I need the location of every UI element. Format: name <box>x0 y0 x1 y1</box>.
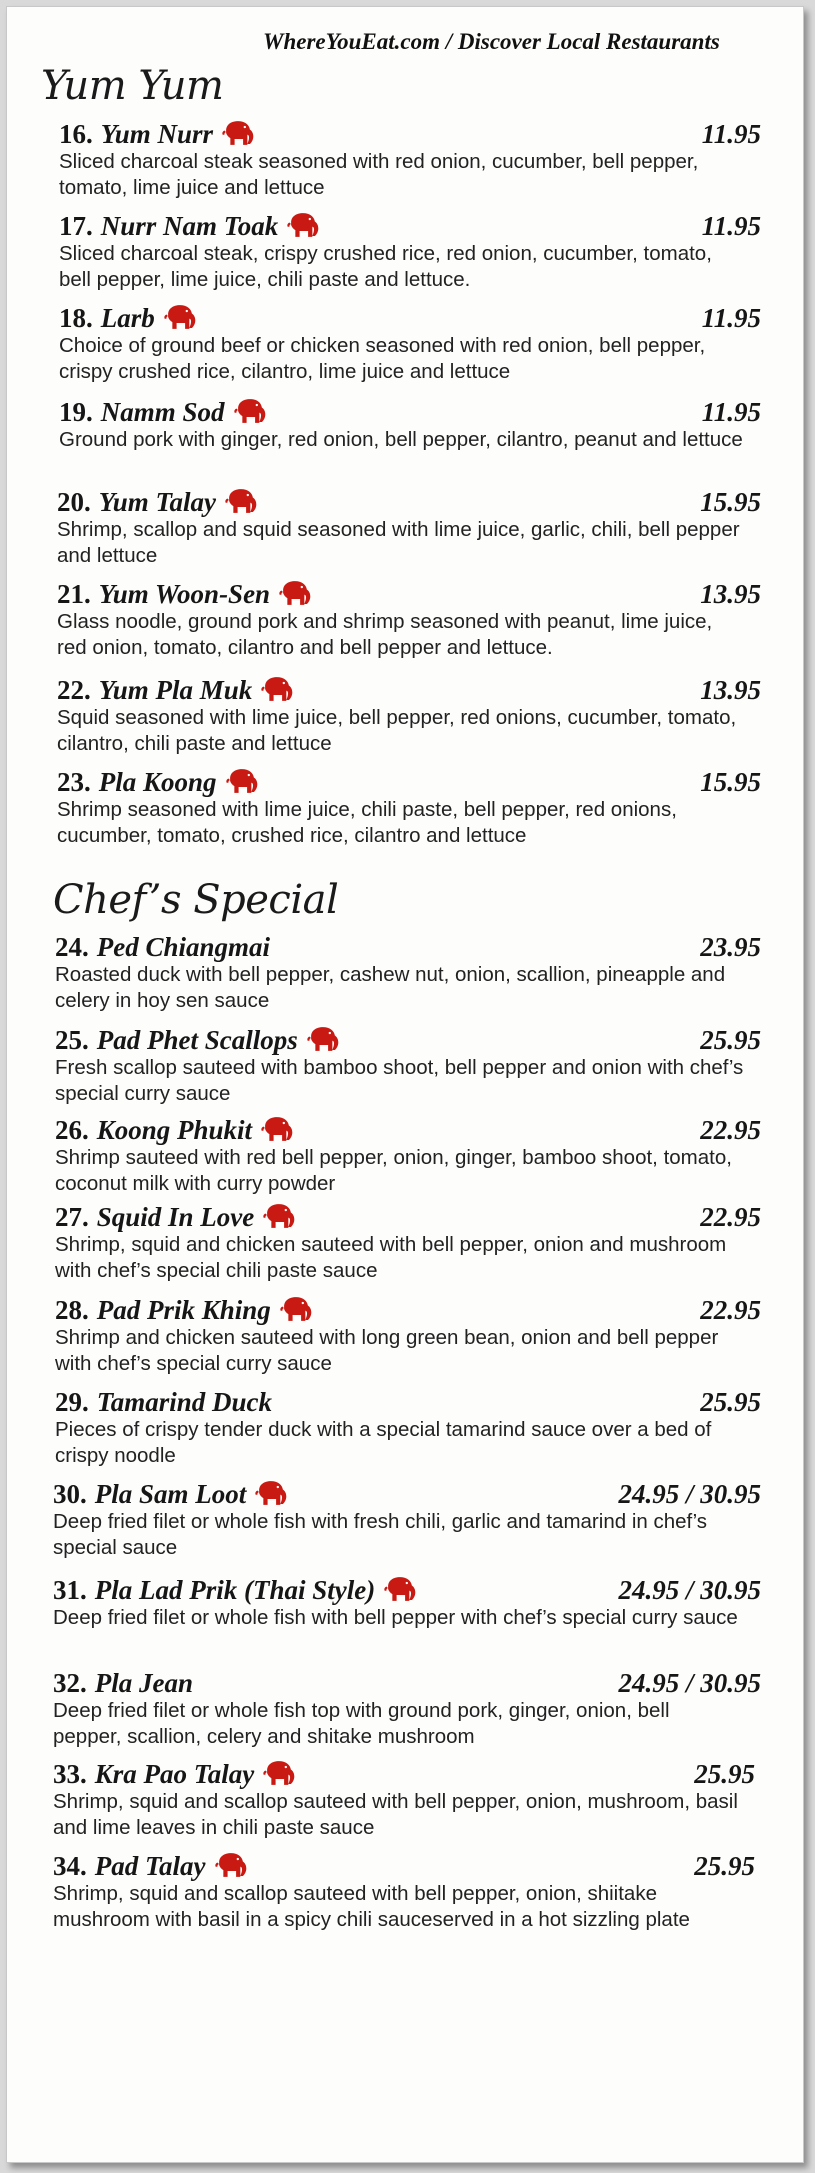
menu-item-title <box>55 1025 340 1056</box>
menu-item-number: 19. <box>59 397 93 427</box>
menu-item-name: Pad Prik Khing <box>96 1295 271 1325</box>
menu-item-header <box>55 1115 803 1149</box>
menu-item-number: 32. <box>53 1668 87 1698</box>
menu-item-name: Tamarind Duck <box>96 1387 273 1417</box>
menu-item-description: Shrimp sauteed with red bell pepper, onion, ginger, bamboo shoot, tomato, coconut milk with curry powder <box>55 1146 732 1195</box>
menu-item-header <box>53 1851 803 1885</box>
menu-item <box>59 119 803 199</box>
menu-item-price: 22.95 <box>700 1202 761 1232</box>
menu-item-number: 18. <box>59 303 93 333</box>
menu-item-description: Shrimp, squid and scallop sauteed with bell pepper, onion, shiitake mushroom with basil in a spicy chili sauceserved in a hot sizzling plate <box>53 1882 690 1931</box>
menu-item <box>59 303 803 383</box>
menu-item <box>53 1575 803 1629</box>
menu-item-header <box>57 675 803 709</box>
menu-item-name: Yum Talay <box>98 487 217 517</box>
menu-item-header <box>55 1202 803 1236</box>
menu-item <box>57 579 803 659</box>
menu-item <box>55 1115 803 1195</box>
elephant-icon <box>286 210 320 240</box>
menu-item-price: 22.95 <box>700 1295 761 1325</box>
menu-item-title <box>53 1759 296 1790</box>
menu-item-description: Choice of ground beef or chicken seasoned with red onion, bell pepper, crispy crushed rice, cilantro, lime juice and lettuce <box>59 334 706 383</box>
menu-item-title <box>59 211 320 242</box>
menu-item-title <box>59 303 197 334</box>
menu-item-title <box>57 767 259 798</box>
menu-item-title <box>59 397 267 428</box>
menu-item-title <box>53 1668 193 1699</box>
menu-item <box>59 397 803 451</box>
menu-item-number: 27. <box>55 1202 89 1232</box>
menu-item-title <box>57 579 312 610</box>
menu-item-number: 16. <box>59 119 93 149</box>
menu-item-number: 22. <box>57 675 91 705</box>
elephant-icon <box>383 1574 417 1604</box>
menu-item <box>53 1479 803 1559</box>
menu-item-header <box>53 1759 803 1793</box>
menu-item-price: 15.95 <box>700 487 761 517</box>
elephant-icon <box>221 118 255 148</box>
menu-item-name: Larb <box>100 303 155 333</box>
menu-item-title <box>57 487 258 518</box>
menu-item-price: 13.95 <box>700 579 761 609</box>
menu-item-title <box>53 1575 417 1606</box>
menu-item-description: Deep fried filet or whole fish with fresh chili, garlic and tamarind in chef’s special sauce <box>53 1510 708 1559</box>
menu-item-header <box>53 1668 803 1702</box>
menu-item-number: 25. <box>55 1025 89 1055</box>
menu-item-description: Shrimp seasoned with lime juice, chili paste, bell pepper, red onions, cucumber, tomato, crushed rice, cilantro and lettuce <box>57 798 677 847</box>
elephant-icon <box>279 1294 313 1324</box>
menu-item-number: 29. <box>55 1387 89 1417</box>
menu-item-name: Pla Koong <box>98 767 217 797</box>
menu-item-header <box>53 1479 803 1513</box>
menu-item-price: 13.95 <box>700 675 761 705</box>
menu-item-description: Sliced charcoal steak, crispy crushed rice, red onion, cucumber, tomato, bell pepper, lime juice, chili paste and lettuce. <box>59 242 712 291</box>
elephant-icon <box>306 1024 340 1054</box>
menu-item-title <box>53 1851 248 1882</box>
menu-item-number: 28. <box>55 1295 89 1325</box>
menu-item-header <box>55 1025 803 1059</box>
elephant-icon <box>225 766 259 796</box>
menu-item-header <box>59 397 803 431</box>
elephant-icon <box>214 1850 248 1880</box>
elephant-icon <box>262 1201 296 1231</box>
menu-item-description: Deep fried filet or whole fish with bell pepper with chef’s special curry sauce <box>53 1606 738 1629</box>
elephant-icon <box>262 1758 296 1788</box>
menu-item-description: Glass noodle, ground pork and shrimp seasoned with peanut, lime juice, red onion, tomato, cilantro and bell pepper and lettuce. <box>57 610 713 659</box>
menu-item-title <box>57 675 294 706</box>
menu-page <box>6 6 804 2163</box>
menu-item-number: 26. <box>55 1115 89 1145</box>
menu-item-title <box>55 1115 294 1146</box>
menu-item-name: Yum Pla Muk <box>98 675 253 705</box>
menu-item <box>55 932 803 1012</box>
menu-item-header <box>55 932 803 966</box>
menu-item-number: 30. <box>53 1479 87 1509</box>
menu-item-name: Kra Pao Talay <box>94 1759 255 1789</box>
menu-item-price: 25.95 <box>700 1025 761 1055</box>
menu-item-header <box>57 579 803 613</box>
menu-item <box>57 487 803 567</box>
section-title-chefs-special: Chef’s Special <box>53 877 339 923</box>
menu-item <box>57 767 803 847</box>
menu-item-description: Deep fried filet or whole fish top with ground pork, ginger, onion, bell pepper, scallion, celery and shitake mushroom <box>53 1699 670 1748</box>
menu-item-price: 25.95 <box>694 1759 755 1789</box>
section-title-yum-yum: Yum Yum <box>41 63 224 109</box>
elephant-icon <box>254 1478 288 1508</box>
menu-item <box>53 1668 803 1748</box>
menu-item-header <box>59 211 803 245</box>
menu-item-description: Shrimp and chicken sauteed with long green bean, onion and bell pepper with chef’s special curry sauce <box>55 1326 719 1375</box>
menu-item-description: Squid seasoned with lime juice, bell pepper, red onions, cucumber, tomato, cilantro, chili paste and lettuce <box>57 706 737 755</box>
menu-item-price: 25.95 <box>700 1387 761 1417</box>
menu-item-price: 24.95 / 30.95 <box>618 1479 761 1509</box>
menu-item-name: Namm Sod <box>100 397 225 427</box>
menu-item-name: Ped Chiangmai <box>96 932 271 962</box>
menu-item-description: Shrimp, scallop and squid seasoned with lime juice, garlic, chili, bell pepper and lettuce <box>57 518 740 567</box>
menu-item-price: 11.95 <box>701 397 761 427</box>
menu-item-number: 23. <box>57 767 91 797</box>
menu-item-number: 31. <box>53 1575 87 1605</box>
elephant-icon <box>224 486 258 516</box>
menu-item-price: 24.95 / 30.95 <box>618 1668 761 1698</box>
menu-item-price: 22.95 <box>700 1115 761 1145</box>
menu-item-number: 17. <box>59 211 93 241</box>
menu-item <box>53 1851 803 1931</box>
menu-item-name: Pad Phet Scallops <box>96 1025 298 1055</box>
menu-item-description: Roasted duck with bell pepper, cashew nut, onion, scallion, pineapple and celery in hoy sen sauce <box>55 963 726 1012</box>
menu-item-price: 25.95 <box>694 1851 755 1881</box>
menu-item-price: 11.95 <box>701 211 761 241</box>
menu-item-number: 33. <box>53 1759 87 1789</box>
menu-item-description: Fresh scallop sauteed with bamboo shoot, bell pepper and onion with chef’s special curry sauce <box>55 1056 744 1105</box>
menu-item-name: Pla Lad Prik (Thai Style) <box>94 1575 376 1605</box>
menu-item-name: Nurr Nam Toak <box>100 211 279 241</box>
elephant-icon <box>260 674 294 704</box>
menu-item <box>57 675 803 755</box>
site-header[interactable]: WhereYouEat.com / Discover Local Restaurants <box>263 29 720 54</box>
menu-item <box>55 1025 803 1105</box>
menu-item-description: Pieces of crispy tender duck with a special tamarind sauce over a bed of crispy noodle <box>55 1418 712 1467</box>
menu-item-description: Ground pork with ginger, red onion, bell pepper, cilantro, peanut and lettuce <box>59 428 743 451</box>
menu-item-price: 24.95 / 30.95 <box>618 1575 761 1605</box>
menu-item-title <box>53 1479 288 1510</box>
menu-item-name: Pla Sam Loot <box>94 1479 247 1509</box>
menu-item-header <box>59 119 803 153</box>
menu-item-header <box>57 767 803 801</box>
menu-item-number: 24. <box>55 932 89 962</box>
menu-item <box>55 1295 803 1375</box>
menu-item-name: Yum Nurr <box>100 119 214 149</box>
menu-item-header <box>57 487 803 521</box>
menu-item-price: 11.95 <box>701 303 761 333</box>
elephant-icon <box>278 578 312 608</box>
menu-item-header <box>55 1295 803 1329</box>
menu-item <box>59 211 803 291</box>
menu-item-number: 21. <box>57 579 91 609</box>
elephant-icon <box>233 396 267 426</box>
menu-item-name: Pad Talay <box>94 1851 206 1881</box>
menu-item-name: Squid In Love <box>96 1202 255 1232</box>
menu-item <box>55 1387 803 1467</box>
menu-item-header <box>53 1575 803 1609</box>
elephant-icon <box>260 1114 294 1144</box>
menu-item <box>53 1759 803 1839</box>
menu-item-title <box>55 932 270 963</box>
menu-item-name: Yum Woon-Sen <box>98 579 271 609</box>
menu-item-price: 23.95 <box>700 932 761 962</box>
elephant-icon <box>163 302 197 332</box>
menu-item-title <box>55 1295 313 1326</box>
menu-item-title <box>55 1387 272 1418</box>
menu-item-description: Sliced charcoal steak seasoned with red onion, cucumber, bell pepper, tomato, lime juice and lettuce <box>59 150 699 199</box>
menu-item-number: 34. <box>53 1851 87 1881</box>
menu-item-description: Shrimp, squid and chicken sauteed with bell pepper, onion and mushroom with chef’s special chili paste sauce <box>55 1233 727 1282</box>
menu-item-number: 20. <box>57 487 91 517</box>
menu-item-header <box>55 1387 803 1421</box>
menu-item-name: Pla Jean <box>94 1668 193 1698</box>
menu-item-name: Koong Phukit <box>96 1115 253 1145</box>
menu-item <box>55 1202 803 1282</box>
menu-item-header <box>59 303 803 337</box>
menu-item-price: 11.95 <box>701 119 761 149</box>
menu-item-title <box>55 1202 296 1233</box>
menu-item-description: Shrimp, squid and scallop sauteed with bell pepper, onion, mushroom, basil and lime leaves in chili paste sauce <box>53 1790 738 1839</box>
menu-item-price: 15.95 <box>700 767 761 797</box>
menu-item-title <box>59 119 255 150</box>
